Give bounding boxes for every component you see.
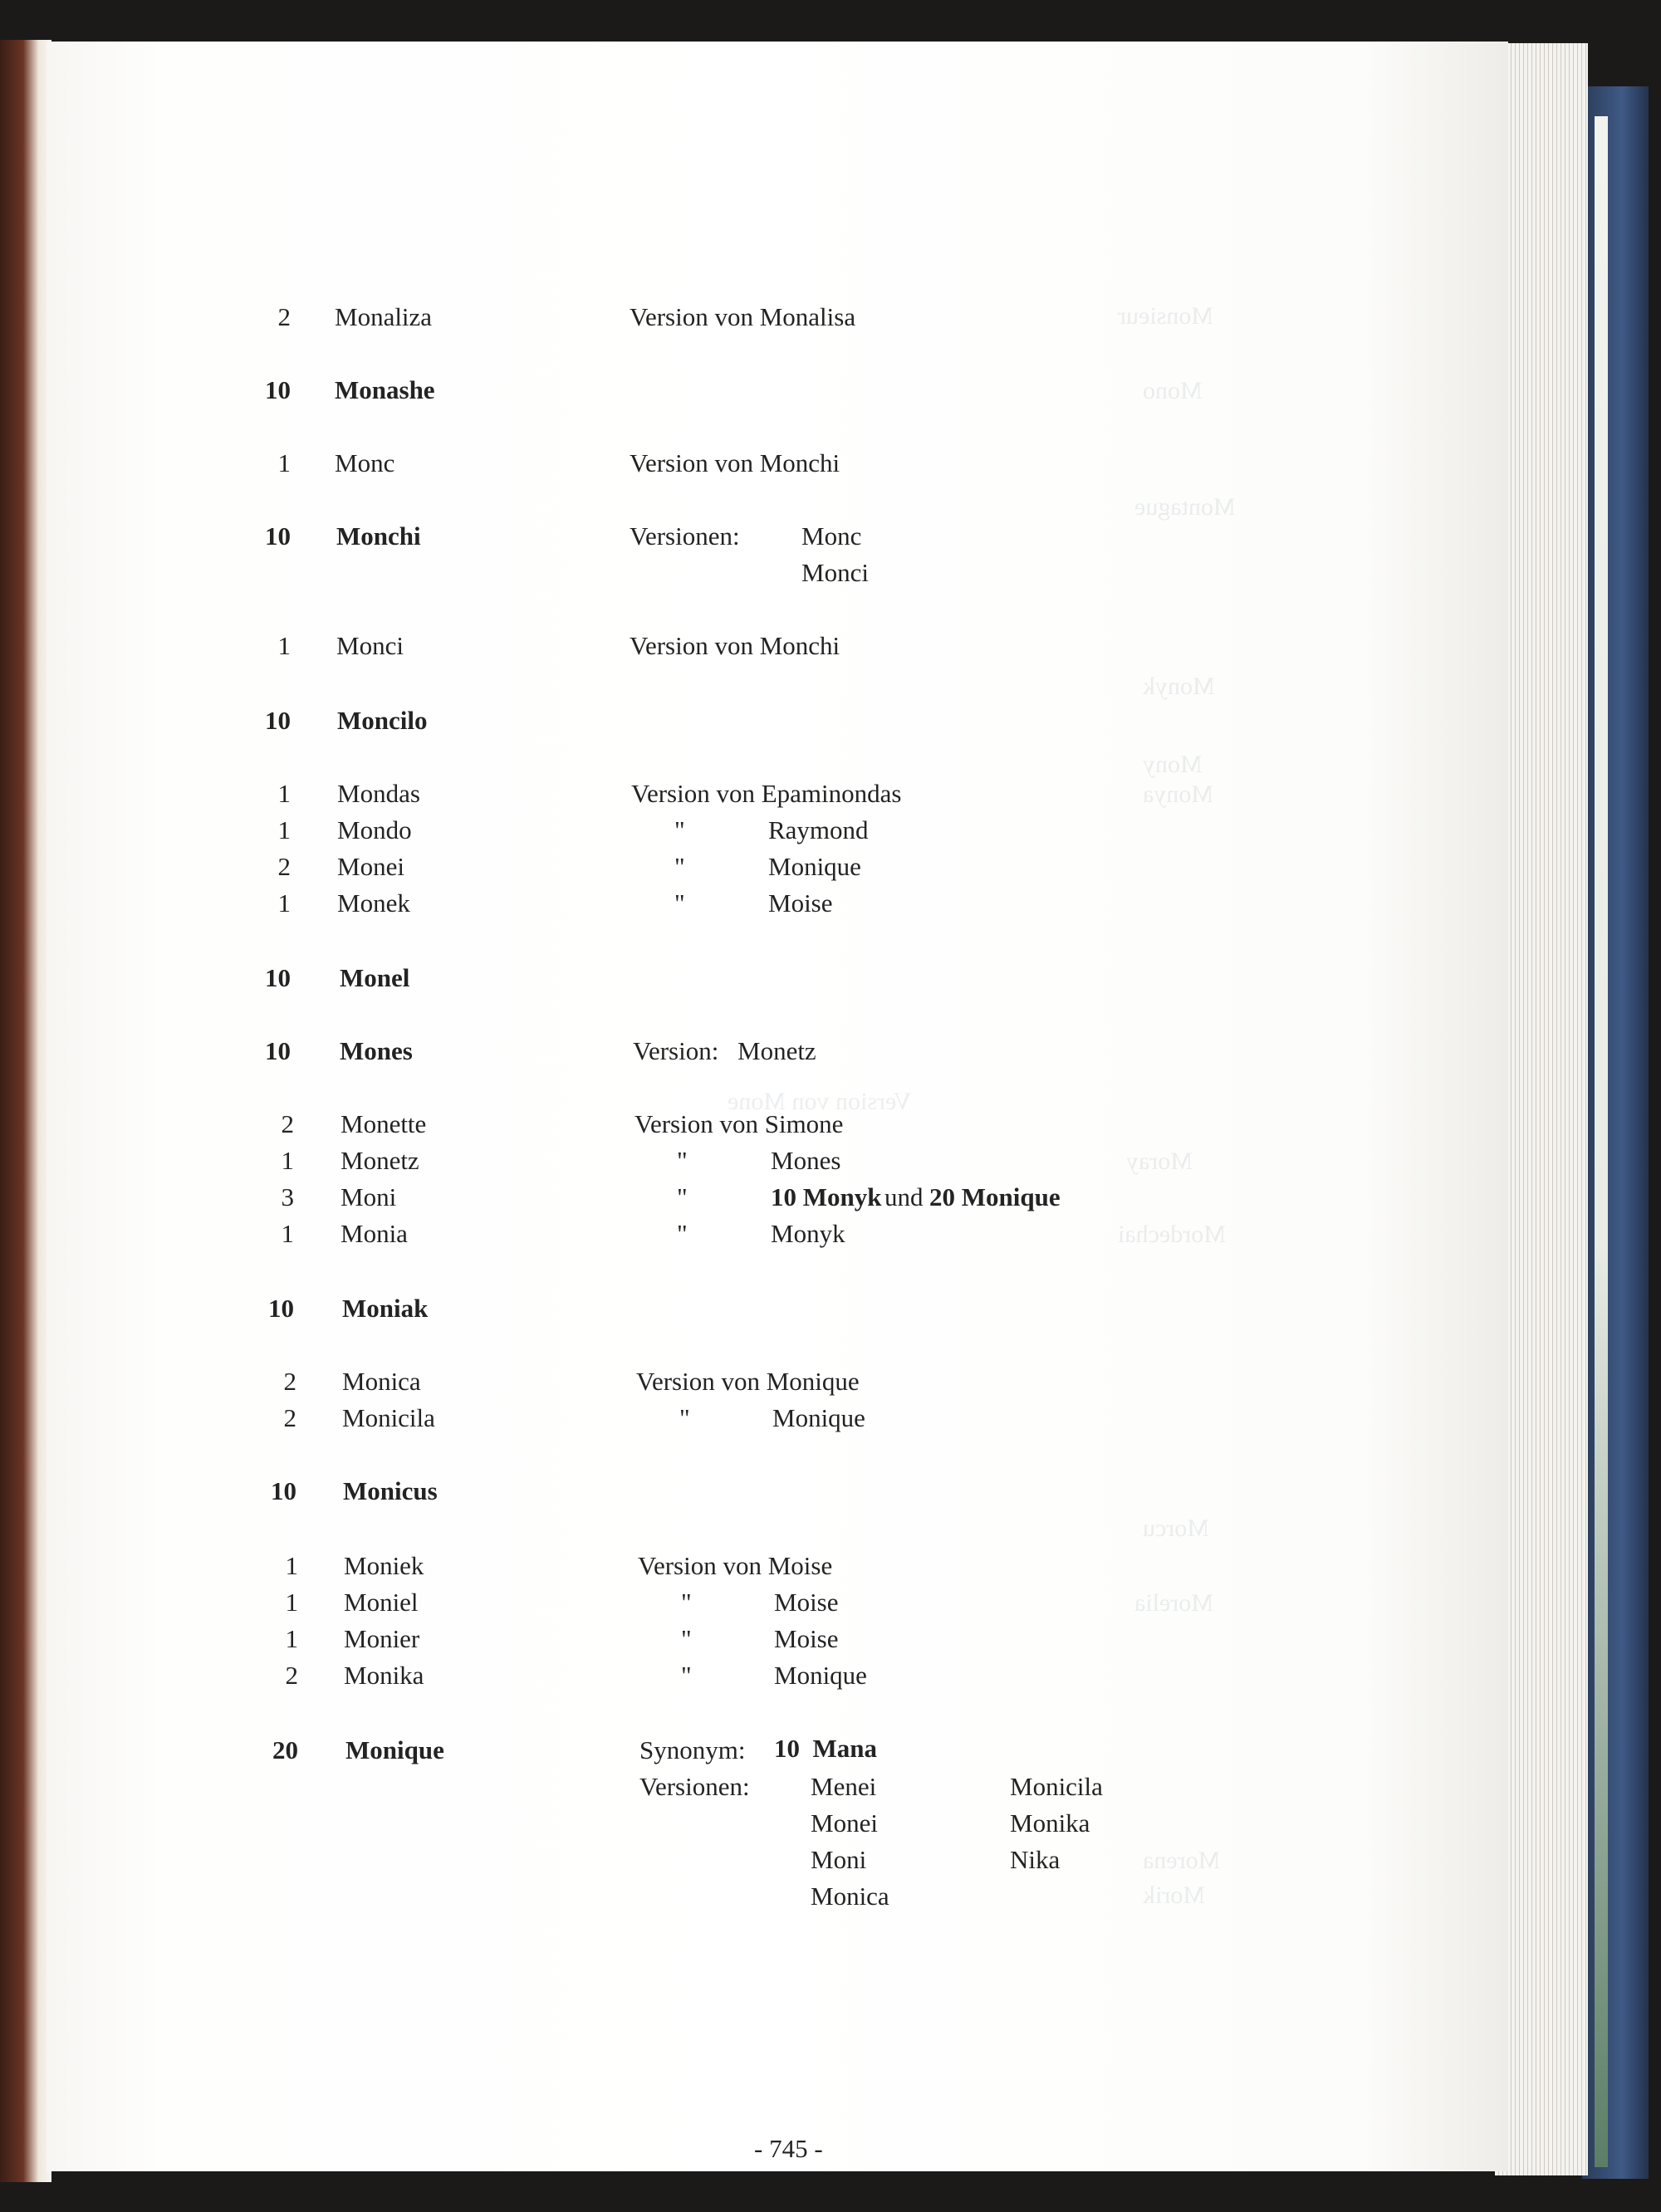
bleed-through-text: Mono bbox=[1143, 377, 1203, 404]
entry-version-value: 10 Monyk bbox=[771, 1182, 882, 1211]
ditto-mark: " bbox=[681, 1661, 692, 1690]
entry-name: Mondo bbox=[337, 815, 412, 844]
entry-count: 3 bbox=[281, 1182, 294, 1211]
entry-count: 1 bbox=[277, 631, 291, 660]
bleed-through-text: Morik bbox=[1143, 1882, 1205, 1909]
entry-count: 10 bbox=[265, 1036, 291, 1065]
ditto-mark: " bbox=[674, 852, 685, 881]
page-edge-strip bbox=[1595, 116, 1608, 2167]
bleed-through-text: Version von Mone bbox=[728, 1088, 912, 1115]
entry-count: 1 bbox=[285, 1588, 298, 1617]
entry-count: 1 bbox=[285, 1624, 298, 1653]
entry-version-value: Monique bbox=[774, 1661, 867, 1690]
versions-label: Versionen: bbox=[639, 1772, 750, 1801]
version-item: Moni bbox=[811, 1845, 867, 1874]
synonym-value: 10 Mana bbox=[774, 1734, 877, 1763]
entry-count: 2 bbox=[283, 1403, 296, 1432]
bleed-through-text: Morcu bbox=[1143, 1515, 1209, 1542]
entry-name: Monicus bbox=[343, 1476, 438, 1505]
entry-version-value: Monetz bbox=[737, 1036, 816, 1065]
entry-count: 10 bbox=[271, 1476, 296, 1505]
entry-name: Monashe bbox=[335, 375, 435, 404]
entry-version-value: Moise bbox=[774, 1624, 839, 1653]
entry-version-value: 20 Monique bbox=[929, 1182, 1061, 1211]
entry-version-value: Monique bbox=[772, 1403, 865, 1432]
entry-description: Version von Monalisa bbox=[630, 302, 856, 331]
entry-count: 10 bbox=[265, 375, 291, 404]
entry-description: Version von Monique bbox=[636, 1367, 860, 1396]
entry-name: Moniak bbox=[342, 1294, 429, 1323]
ditto-mark: " bbox=[677, 1146, 688, 1175]
entry-version-value: Monci bbox=[801, 558, 869, 587]
ditto-mark: " bbox=[681, 1624, 692, 1653]
entry-description: Version von Simone bbox=[635, 1109, 844, 1138]
entry-count: 20 bbox=[272, 1735, 298, 1764]
entry-name: Monchi bbox=[336, 521, 421, 551]
entry-name: Moni bbox=[341, 1182, 397, 1211]
page-stack-edge bbox=[1495, 43, 1588, 2175]
entry-name: Monia bbox=[341, 1219, 408, 1248]
entry-count: 1 bbox=[277, 448, 291, 477]
entry-name: Monei bbox=[337, 852, 404, 881]
entry-count: 1 bbox=[281, 1219, 294, 1248]
bleed-through-text: Moray bbox=[1126, 1148, 1193, 1175]
entry-name: Moncilo bbox=[337, 706, 428, 735]
entry-version-value: Moise bbox=[774, 1588, 839, 1617]
entry-name: Monier bbox=[344, 1624, 420, 1653]
ditto-mark: " bbox=[677, 1219, 688, 1248]
bleed-through-text: Monya bbox=[1143, 781, 1213, 808]
page-number: - 745 - bbox=[754, 2134, 823, 2163]
bleed-through-text: Monsieur bbox=[1118, 302, 1213, 330]
bleed-through-text: Morelia bbox=[1134, 1589, 1213, 1617]
ditto-mark: " bbox=[674, 888, 685, 918]
entry-count: 1 bbox=[281, 1146, 294, 1175]
book-page bbox=[47, 42, 1508, 2171]
entry-description: Version von Monchi bbox=[630, 631, 840, 660]
entry-version-value: Raymond bbox=[768, 815, 869, 844]
bleed-through-text: Monyk bbox=[1143, 673, 1215, 700]
entry-name: Monicila bbox=[342, 1403, 435, 1432]
entry-count: 1 bbox=[285, 1551, 298, 1580]
entry-name: Mondas bbox=[337, 779, 420, 808]
entry-description: Version: bbox=[633, 1036, 719, 1065]
entry-name: Monica bbox=[342, 1367, 421, 1396]
entry-count: 2 bbox=[283, 1367, 296, 1396]
version-item: Menei bbox=[811, 1772, 877, 1801]
entry-name: Monel bbox=[340, 963, 410, 992]
version-item: Monei bbox=[811, 1808, 878, 1838]
entry-version-value: Monique bbox=[768, 852, 861, 881]
bleed-through-text: Mony bbox=[1143, 751, 1203, 778]
ditto-mark: " bbox=[674, 815, 685, 844]
entry-version-value: Mones bbox=[771, 1146, 841, 1175]
entry-name: Moniel bbox=[344, 1588, 419, 1617]
entry-connector: und bbox=[884, 1182, 924, 1211]
entry-version-value: Monc bbox=[801, 521, 862, 551]
book-cover-left-edge bbox=[0, 40, 51, 2182]
entry-count: 1 bbox=[277, 888, 291, 918]
entry-count: 2 bbox=[281, 1109, 294, 1138]
version-item: Monicila bbox=[1010, 1772, 1103, 1801]
ditto-mark: " bbox=[679, 1403, 690, 1432]
entry-name: Monc bbox=[335, 448, 395, 477]
entry-count: 2 bbox=[277, 302, 291, 331]
entry-version-value: Monyk bbox=[771, 1219, 845, 1248]
bleed-through-text: Morena bbox=[1143, 1847, 1221, 1874]
entry-count: 10 bbox=[268, 1294, 294, 1323]
synonym-label: Synonym: bbox=[639, 1735, 746, 1764]
entry-description: Version von Epaminondas bbox=[631, 779, 902, 808]
entry-name: Monique bbox=[345, 1735, 444, 1764]
entry-count: 1 bbox=[277, 815, 291, 844]
entry-count: 2 bbox=[285, 1661, 298, 1690]
entry-description: Version von Moise bbox=[638, 1551, 833, 1580]
entry-name: Monette bbox=[341, 1109, 427, 1138]
entry-name: Monek bbox=[337, 888, 410, 918]
entry-version-value: Moise bbox=[768, 888, 833, 918]
entry-name: Moniek bbox=[344, 1551, 424, 1580]
book-cover-right bbox=[1582, 86, 1649, 2179]
entry-description: Versionen: bbox=[630, 521, 740, 551]
entry-count: 2 bbox=[277, 852, 291, 881]
entry-name: Monika bbox=[344, 1661, 424, 1690]
bleed-through-text: Montague bbox=[1134, 493, 1236, 521]
entry-count: 1 bbox=[277, 779, 291, 808]
entry-count: 10 bbox=[265, 706, 291, 735]
ditto-mark: " bbox=[677, 1182, 688, 1211]
entry-count: 10 bbox=[265, 963, 291, 992]
version-item: Nika bbox=[1010, 1845, 1061, 1874]
bleed-through-text: Mordechai bbox=[1118, 1221, 1226, 1248]
entry-name: Mones bbox=[340, 1036, 413, 1065]
entry-count: 10 bbox=[265, 521, 291, 551]
entry-name: Monaliza bbox=[335, 302, 433, 331]
version-item: Monica bbox=[811, 1882, 889, 1911]
entry-name: Monetz bbox=[341, 1146, 419, 1175]
entry-name: Monci bbox=[336, 631, 404, 660]
entry-description: Version von Monchi bbox=[630, 448, 840, 477]
ditto-mark: " bbox=[681, 1588, 692, 1617]
version-item: Monika bbox=[1010, 1808, 1090, 1838]
